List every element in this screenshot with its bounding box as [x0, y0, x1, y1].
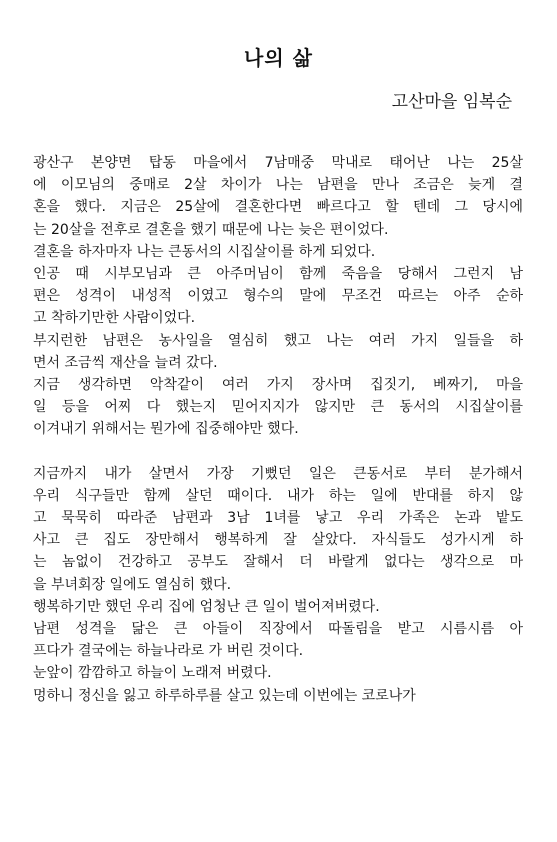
- text-line: 면서 조금씩 재산을 늘려 갔다.: [33, 354, 218, 371]
- paragraph: [33, 374, 523, 441]
- text-line: 우리 식구들만 함께 살던 때이다. 내가 하는 일에 반대를 하지 않: [33, 487, 523, 504]
- paragraph: [33, 685, 523, 707]
- text-line: 지금까지 내가 살면서 가장 기뻤던 일은 큰동서로 부터 분가해서: [33, 465, 523, 482]
- paragraph: [33, 152, 523, 241]
- text-line: 이겨내기 위해서는 뭔가에 집중해야만 했다.: [33, 421, 299, 438]
- paragraph: [33, 241, 523, 263]
- text-line: 을 부녀회장 일에도 열심히 했다.: [33, 576, 232, 593]
- text-line: 에 이모님의 중매로 2살 차이가 나는 남편을 만나 조금은 늦게 결: [33, 177, 523, 194]
- paragraph: [33, 618, 523, 662]
- text-line: 고 착하기만한 사람이었다.: [33, 310, 196, 327]
- paragraph-gap: [33, 440, 523, 462]
- text-line: 사고 큰 집도 장만해서 행복하게 잘 살았다. 자식들도 성가시게 하: [33, 532, 523, 549]
- page-title: 나의 삶: [244, 46, 313, 70]
- text-line: 행복하기만 했던 우리 집에 엄청난 큰 일이 벌어져버렸다.: [33, 598, 380, 615]
- paragraph: [33, 662, 523, 684]
- text-line: 편은 성격이 내성적 이였고 형수의 말에 무조건 따르는 아주 순하: [33, 288, 523, 305]
- body-text: [33, 152, 523, 707]
- text-line: 멍하니 정신을 잃고 하루하루를 살고 있는데 이번에는 코로나가: [33, 687, 416, 704]
- text-line: 는 놈없이 건강하고 공부도 잘해서 더 바랄게 없다는 생각으로 마: [33, 554, 523, 571]
- text-line: 부지런한 남편은 농사일을 열심히 했고 나는 여러 가지 일들을 하: [33, 332, 523, 349]
- author-line: 고산마을 임복순: [391, 92, 512, 112]
- text-line: 는 20살을 전후로 결혼을 했기 때문에 나는 늦은 편이었다.: [33, 221, 389, 238]
- paragraph: [33, 263, 523, 330]
- paragraph: [33, 596, 523, 618]
- text-line: 인공 때 시부모님과 큰 아주머님이 함께 죽음을 당해서 그런지 남: [33, 265, 523, 282]
- text-line: 프다가 결국에는 하늘나라로 가 버린 것이다.: [33, 643, 304, 660]
- text-line: 광산구 본양면 탑동 마을에서 7남매중 막내로 태어난 나는 25살: [33, 155, 523, 171]
- text-line: 남편 성격을 닮은 큰 아들이 직장에서 따돌림을 받고 시름시름 아: [33, 620, 523, 637]
- text-line: 결혼을 하자마자 나는 큰동서의 시집살이를 하게 되었다.: [33, 243, 376, 260]
- text-line: 일 등을 어찌 다 했는지 믿어지지가 않지만 큰 동서의 시집살이를: [33, 399, 523, 416]
- text-line: 지금 생각하면 악착같이 여러 가지 장사며 집짓기, 베짜기, 마을: [33, 376, 523, 393]
- paragraph: [33, 330, 523, 374]
- text-line: 고 묵묵히 따라준 남편과 3남 1녀를 낳고 우리 가족은 논과 밭도: [33, 510, 523, 526]
- text-line: 눈앞이 깜깜하고 하늘이 노래져 버렸다.: [33, 665, 272, 682]
- text-line: 혼을 했다. 지금은 25살에 결혼한다면 빠르다고 할 텐데 그 당시에: [33, 199, 523, 216]
- paragraph: [33, 463, 523, 596]
